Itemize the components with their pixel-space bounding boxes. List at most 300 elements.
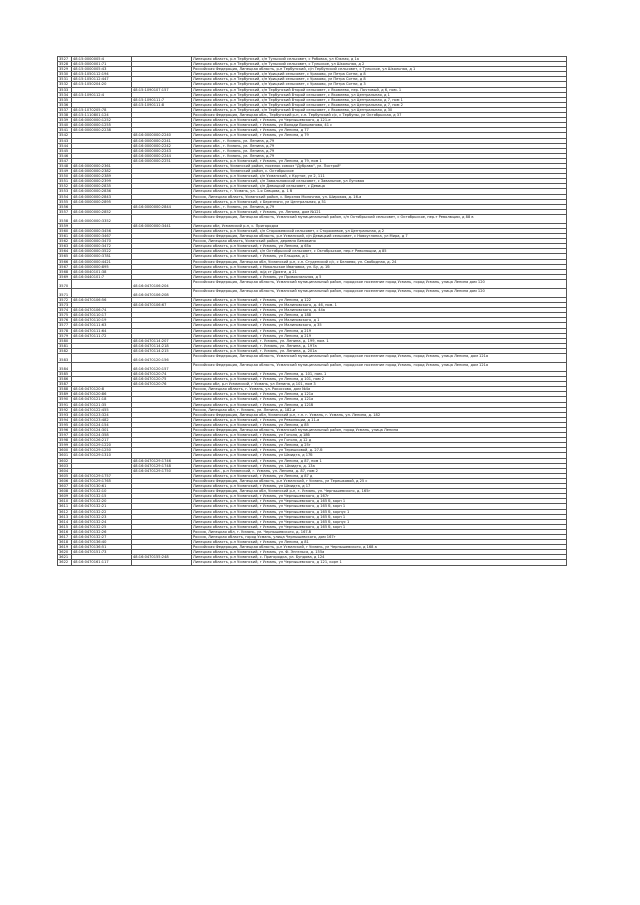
row-number: 3612 [58,509,72,514]
land-cadastral-number: 48:16:0470110:17 [72,313,132,318]
row-number: 3595 [58,422,72,427]
row-number: 3588 [58,387,72,392]
land-cadastral-number [72,288,132,297]
address: Липецкая область, р-н Усманский, г Усмань, ул Ленина, д 101, пом 2 [192,377,567,382]
building-cadastral-number: 48:16:0470120:75 [132,377,192,382]
address: Липецкая область, Усманский район, с. Октябрьское [192,169,567,174]
row-number: 3539 [58,118,72,123]
building-cadastral-number: 48:16:0470120:74 [132,371,192,376]
address: Липецкая область, р-н Усманский, г Усмань, ул Чернышевского, д 165 б, корп 1 [192,514,567,519]
address: Российская Федерация, Липецкая область, р-н Усманский, г Усмань, ул Чернышевского, д 168 а [192,545,567,550]
address: Липецкая область, р-н Тербунский, с/п Тербунский Второй сельсовет, с Яковлево, ул Центральная, д 30 [192,107,567,112]
building-cadastral-number: 48:16:0000000:2242 [132,143,192,148]
row-number: 3574 [58,308,72,313]
land-cadastral-number: 48:16:0000000:1252 [72,118,132,123]
building-cadastral-number: 48:16:0000000:2844 [132,204,192,209]
address: Липецкая область, р-н Усманский, г Усмань, ул Гоголя, д 18б [192,433,567,438]
land-cadastral-number: 48:16:0470120:8 [72,387,132,392]
land-cadastral-number: 48:15:1050204:20 [72,82,132,87]
address: Липецкая обл., р-н Усманский, г. Усмань, ул. Ленина, д. 87, пом 2 [192,468,567,473]
row-number: 3544 [58,143,72,148]
land-cadastral-number: 48:16:0470129:1757 [72,473,132,478]
land-cadastral-number: 48:16:0470132:22 [72,509,132,514]
row-number: 3597 [58,433,72,438]
land-cadastral-number: 48:16:0000000:2843 [72,194,132,199]
row-number: 3610 [58,499,72,504]
land-cadastral-number: 48:16:0470124:358 [72,433,132,438]
row-number: 3566 [58,259,72,264]
row-number: 3573 [58,303,72,308]
land-cadastral-number: 48:16:0000000:3467 [72,234,132,239]
address: Липецкая область, р-н Усманский, г Усмань, ул Ельцова, д 1 [192,254,567,259]
address: Липецкая область, р-н Тербунский, с/п Тербунский Второй сельсовет, с Яковлево, ул Центральная, д 7, пом 2 [192,102,567,107]
land-cadastral-number: 48:16:0470122:455 [72,407,132,412]
address: Липецкая область, р-н Усманский, г Усмань, ул Ленина, д 121а [192,397,567,402]
land-cadastral-number: 48:16:0470126:217 [72,438,132,443]
row-number: 3600 [58,448,72,453]
address: Липецкая область, р-н Усманский, г Усмань, ул Ленина, д 25г [192,443,567,448]
row-number: 3571 [58,288,72,297]
land-cadastral-number: 48:16:0470132:10 [72,489,132,494]
address: Липецкая область, р-н Усманский, г Усмань, ул Гоголя, д 12 д [192,438,567,443]
address: Липецкая обл., г. Усмань, ул. Ленина, д.79 [192,153,567,158]
row-number: 3572 [58,297,72,302]
building-cadastral-number: 48:16:0000000:2243 [132,148,192,153]
address: Липецкая обл, р-н Усманский, г Усмань, ул Ленина, д 101, пом 3 [192,382,567,387]
address: Российская Федерация, Липецкая область, р-н Усманский, г Усмань, ул Терешковой, д 25 с [192,478,567,483]
address: Российская Федерация, Липецкая область, Усманский муниципальный район, городское поселение город Усмань, город Усмань, улица Ленина дом 120 [192,288,567,297]
land-cadastral-number: 48:15:1090112:4 [72,92,132,97]
land-cadastral-number: 48:16:0470161:117 [72,560,132,565]
address: Липецкая область, р-н Усманский, г Усмань, ул Терешковой, д. 27-б [192,448,567,453]
land-cadastral-number: 48:15:0000001:71 [72,62,132,67]
row-number: 3585 [58,371,72,376]
building-cadastral-number: 48:16:0470129:1748 [132,463,192,468]
building-cadastral-number [132,560,192,565]
row-number: 3545 [58,148,72,153]
building-cadastral-number: 48:15:1090107:157 [132,87,192,92]
land-cadastral-number: 48:16:0000000:2238 [72,128,132,133]
row-number: 3621 [58,555,72,560]
land-cadastral-number: 48:16:0470123:482 [72,417,132,422]
address: Липецкая область, р-н Усманский, г Усмань, ул Шмидта, д 17б [192,453,567,458]
address: Липецкая область, р-н Тербунский, с/п Тульский сельсовет, с Рябовка, ул Южная, д 1а [192,57,567,62]
land-cadastral-number: 48:16:0000000:2835 [72,184,132,189]
row-number: 3616 [58,529,72,534]
address: Липецкая область, р-н Усманский, г Усмань, ул Ленина, д 65а [192,244,567,249]
row-number: 3557 [58,209,72,214]
row-number: 3579 [58,333,72,338]
building-cadastral-number: 48:16:0470114:215 [132,348,192,353]
building-cadastral-number: 48:16:0470155:248 [132,555,192,560]
address: Российская Федерация, Липецкая область, р-н Тербунский, с/п Тербунский сельсовет, с Тульское, ул Школьная, д 1 [192,67,567,72]
row-number: 3563 [58,244,72,249]
land-cadastral-number: 48:16:0000000:2399 [72,179,132,184]
land-cadastral-number: 48:16:0470130:61 [72,484,132,489]
address: Липецкая область, р-н Тербунский, с/п Урицкий сельсовет, с Ураково, ул Петра Сотни, д 8 [192,72,567,77]
land-cadastral-number: 48:16:0470132:24 [72,519,132,524]
row-number: 3576 [58,318,72,323]
row-number: 3562 [58,239,72,244]
building-cadastral-number: 48:16:0000000:2240 [132,133,192,138]
address: Липецкая область, р-н Усманский, г Усмань, ул Ленина, д 85 [192,422,567,427]
address: Липецкая область, р-н Усманский, г Усмань, ул Чернышевского, д 165 б, корп 1 [192,499,567,504]
address: Россия, Липецкая область, Усманский район, с. Верхняя Молочная, ул. Широкая, д. 16-а [192,194,567,199]
row-number: 3596 [58,428,72,433]
land-cadastral-number: 48:16:0470151:73 [72,550,132,555]
row-number: 3582 [58,348,72,353]
land-cadastral-number [72,362,132,371]
land-cadastral-number: 48:16:0470132:23 [72,514,132,519]
row-number: 3577 [58,323,72,328]
land-cadastral-number [72,279,132,288]
address: Липецкая область, р-н Усманский, г Усмань, ул Ленина, д 77 [192,128,567,133]
row-number: 3567 [58,264,72,269]
row-number: 3529 [58,67,72,72]
row-number: 3547 [58,158,72,163]
address: Россия, Липецкая область, Усманский район, деревня Бемякино [192,239,567,244]
land-cadastral-number: 48:16:0470110:19 [72,318,132,323]
land-cadastral-number: 48:16:0470129:1765 [72,478,132,483]
row-number: 3589 [58,392,72,397]
row-number: 3534 [58,92,72,97]
address: Липецкая область, г. Усмань, ул. 1-я Севцова, д. 1 б [192,189,567,194]
row-number: 3550 [58,174,72,179]
building-cadastral-number: 48:16:0470120:156 [132,353,192,362]
address: Липецкая область, р-н Усманский, г Усмань, ул Ленина, д 188 [192,313,567,318]
land-cadastral-number: 48:16:0470129:1250 [72,448,132,453]
land-cadastral-number: 48:16:0470132:20 [72,499,132,504]
row-number: 3542 [58,133,72,138]
address: Липецкая область, р-н Усманский, г Усмань, ул Чернышевского, д 121, корп 1 [192,560,567,565]
land-cadastral-number: 48:16:0440101:7 [72,274,132,279]
row-number: 3554 [58,194,72,199]
row-number: 3615 [58,524,72,529]
row-number: 3528 [58,62,72,67]
address: Липецкая область, р-н Усманский, г Усмань, ул Малиновского, д 1 [192,318,567,323]
address: Липецкая область, р-н Усманский, с Усмань, ул Привокзальная, д 5 [192,274,567,279]
address: Липецкая область, р-н Усманский, г Усмань, ул Ленина, д 121б [192,402,567,407]
land-cadastral-number: 48:16:0470123:324 [72,412,132,417]
row-number: 3541 [58,128,72,133]
land-cadastral-number: 48:16:0000000:3522 [72,249,132,254]
building-cadastral-number: 48:16:0470129:1746 [132,458,192,463]
address: Россия, Липецкая обл, г. Усмань, ул. Ленина, д. 182-и [192,407,567,412]
row-number: 3549 [58,169,72,174]
address: Россия, Липецкая область, город Усмань, улица Чернышевского, дом 167г [192,534,567,539]
address: Липецкая область, р-н Усманский, г. Усмань, ул. Ленина, д. 201а [192,348,567,353]
address: Липецкая область, р-н Усманский, г Усмань, ул Малиновского, д. 46, пом. 1 [192,303,567,308]
land-cadastral-number: 48:16:0470124:301 [72,428,132,433]
land-cadastral-number: 48:16:0000000:2382 [72,169,132,174]
row-number: 3599 [58,443,72,448]
row-number: 3531 [58,77,72,82]
address: Липецкая область, р-н Усманский, г Усмань, ул Ленина, д 87, пом 1 [192,458,567,463]
address: Липецкая область, р-н Усманский, г Усмань, ул Чернышевского, д 165 б, корп 1 [192,504,567,509]
address: Липецкая область, р-н Усманский, с Никольское Ивановка, ул. Бу, д. 1б [192,264,567,269]
row-number: 3552 [58,184,72,189]
address: Российская Федерация, Липецкая обл, Усманский р-н, с.п. Студенский с/с, с Беляево, ул. Свободная, д. 24 [192,259,567,264]
building-cadastral-number: 48:16:0000000:2241 [132,138,192,143]
row-number: 3619 [58,545,72,550]
address: Липецкая область, р-н Усманский, г Усмань, ул Ленина, д 219 [192,333,567,338]
land-cadastral-number: 48:16:0000000:895 [72,264,132,269]
building-cadastral-number [132,214,192,223]
address: Россия, Липецкая область, г. Усмань, ул. Рокоссова, дом №4а [192,387,567,392]
land-cadastral-number: 48:15:0000005:43 [72,67,132,72]
land-cadastral-number: 48:15:1050112:194 [72,72,132,77]
row-number: 3553 [58,189,72,194]
row-number: 3586 [58,377,72,382]
row-number: 3536 [58,102,72,107]
row-number: 3540 [58,123,72,128]
address: Липецкая обл, Усманский р-н, с. Пригородка [192,223,567,228]
address: Липецкая область, р-н Усманский, г Усмань, ул Ленина, д 122 [192,297,567,302]
row-number: 3614 [58,519,72,524]
row-number: 3606 [58,478,72,483]
row-number: 3558 [58,214,72,223]
row-number: 3618 [58,540,72,545]
land-cadastral-number: 48:16:0470121:35 [72,402,132,407]
address: Липецкая область, р-н Усманский, г Усмань, ул Ленина, д 87 д [192,473,567,478]
row-number: 3605 [58,473,72,478]
land-cadastral-number: 48:16:0470111:63 [72,323,132,328]
row-number: 3591 [58,402,72,407]
row-number: 3603 [58,463,72,468]
row-number: 3559 [58,223,72,228]
row-number: 3593 [58,412,72,417]
address: Российская Федерация, Липецкая область, Усманский муниципальный район, с/п Октябрьский сельсовет, с Октябрьское, пер-т Революции, д 88 в [192,214,567,223]
row-number: 3602 [58,458,72,463]
building-cadastral-number: 48:16:0470106:208 [132,288,192,297]
land-cadastral-number: 48:16:0470129:1310 [72,453,132,458]
address: Российская Федерация, Липецкая обл, Усманский р-н, г. Усмань, ул. Чернышевского, д. 165г [192,489,567,494]
address: Липецкая область, р-н Тербунский, с/п Тербунский Второй сельсовет, с Яковлево, ул Центральная, д 7, пом 1 [192,97,567,102]
building-cadastral-number: 48:15:1090111:8 [132,102,192,107]
address: Российская Федерация, Липецкая область, Усманский муниципальный район, город Усмань, улица Ленина [192,428,567,433]
address: Липецкая область, р-н Усманский, с/п Октябрьский сельсовет, с Октябрьское, пер-т Революции, д 85 [192,249,567,254]
row-number: 3611 [58,504,72,509]
land-cadastral-number: 48:16:0470132:25 [72,524,132,529]
registry-rows [58,57,567,566]
address: Липецкая область, р-н Усманский, г Усмань, ул. Ленина, дом №121 [192,209,567,214]
row-number: 3587 [58,382,72,387]
row-number: 3569 [58,274,72,279]
row-number: 3608 [58,489,72,494]
address: Липецкая область, р-н Усманский, г Усмань, ул Володи Вольманова, 41 с [192,123,567,128]
row-number: 3598 [58,438,72,443]
land-cadastral-number: 48:16:0040101:38 [72,269,132,274]
row-number: 3594 [58,417,72,422]
land-cadastral-number: 48:16:0470136:40 [72,540,132,545]
row-number: 3532 [58,82,72,87]
address: Липецкая область, р-н Усманский, г Усмань, ул Чернышевского, д 165 б, корп 1 [192,524,567,529]
address: Российская Федерация, Липецкая область, Усманский муниципальный район, городское поселение город Усмань, город Усмань, улица Ленина дом 120 [192,279,567,288]
land-cadastral-number: 48:16:0470121:18 [72,397,132,402]
address: Липецкая область, р-н Усманский, с Березняги, ул Центральная, д 51 [192,199,567,204]
address: Липецкая обл., г. Усмань, ул. Ленина, д.79 [192,143,567,148]
land-cadastral-number: 48:16:0000000:3456 [72,229,132,234]
address: Липецкая область, р-н Тербунский, с/п Урицкий сельсовет, с Ураково, ул Петра Сотни, д 8 [192,77,567,82]
land-cadastral-number: 48:15:1070205:78 [72,107,132,112]
row-number: 3584 [58,362,72,371]
row-number: 3565 [58,254,72,259]
row-number: 3535 [58,97,72,102]
land-cadastral-number: 48:16:0000000:4421 [72,259,132,264]
land-cadastral-number: 48:15:1110801:124 [72,113,132,118]
registry-table [57,56,567,566]
land-cadastral-number: 48:16:0000000:2895 [72,199,132,204]
address: Липецкая область, р-н Тербунский, с/п Тербунский Второй сельсовет, с Яковлево, пер. Почтовый, д 6, пом. 1 [192,87,567,92]
row-number: 3555 [58,199,72,204]
row-number: 3538 [58,113,72,118]
row-number: 3609 [58,494,72,499]
land-cadastral-number: 48:16:0470124:154 [72,422,132,427]
row-number: 3601 [58,453,72,458]
row-number: 3607 [58,484,72,489]
row-number: 3583 [58,353,72,362]
address: Липецкая область, р-н Усманский, г Усмань, ул Ленина, д 219 [192,328,567,333]
building-cadastral-number: 48:16:0000000:2244 [132,153,192,158]
land-cadastral-number: 48:16:0000000:2361 [72,163,132,168]
address: Липецкая область, р-н Усманский, г Усмань, ул Малиновского, д 35 [192,323,567,328]
address: Липецкая область, р-н Усманский, г Усмань, ул Чернышевского, д 121-е [192,118,567,123]
row-number: 3556 [58,204,72,209]
land-cadastral-number: 48:16:0470132:27 [72,534,132,539]
address: Российская Федерация, Липецкая область, Усманский муниципальный район, городское поселение город Усмань, город Усмань, улица Ленина, дом 121а [192,353,567,362]
row-number: 3575 [58,313,72,318]
address: Российская Федерация, Липецкая обл, Усманский р-н, г.п. г. Усмань, г. Усмань, ул. Ленина, д. 182 [192,412,567,417]
building-cadastral-number: 48:16:0470114:207 [132,338,192,343]
row-number: 3590 [58,397,72,402]
row-number: 3537 [58,107,72,112]
address: Липецкая область, р-н Усманский, г Усмань, ул Ленина, д. 101, пом. 1 [192,371,567,376]
address: Липецкая область, р-н Усманский, ж/д ст Дрязги, д 21 [192,269,567,274]
table-row [58,214,567,223]
address: Липецкая область, р-н Усманский, г Усмань, ул Ленина, д 79 [192,133,567,138]
row-number: 3551 [58,179,72,184]
land-cadastral-number: 48:16:0000000:3470 [72,239,132,244]
land-cadastral-number: 48:16:0470129:1220 [72,443,132,448]
land-cadastral-number: 48:16:0000000:1255 [72,123,132,128]
row-number: 3561 [58,234,72,239]
address: Липецкая область, Усманский район, поселок совхоз "Дубрава", ул. Построй" [192,163,567,168]
row-number: 3527 [58,57,72,62]
row-number: 3578 [58,328,72,333]
building-cadastral-number: 48:16:0470120:157 [132,362,192,371]
row-number: 3568 [58,269,72,274]
land-cadastral-number: 48:16:0470132:26 [72,529,132,534]
address: Липецкая обл., г. Усмань, ул. Ленина, д.79 [192,204,567,209]
building-cadastral-number: 48:16:0470106:204 [132,279,192,288]
land-cadastral-number: 48:16:0470106:56 [72,297,132,302]
building-cadastral-number: 48:16:0470129:1750 [132,468,192,473]
building-cadastral-number: 48:16:0000000:2251 [132,158,192,163]
row-number: 3546 [58,153,72,158]
address: Липецкая область, р-н Тербунский, с/п Тербунский Второй сельсовет, с Яковлево, ул Центральная, д 1 [192,92,567,97]
address: Липецкая область, р-н Усманский, г Усмань, ул Малиновского, д. 44а [192,308,567,313]
address: Липецкая область, р-н Усманский, с/п Девицкий сельсовет, с Девица [192,184,567,189]
address: Российская Федерация, Липецкая обл., Тербунский р-н, с.п. Тербунский с/с, с Тербуны, ул Октябрьская, д 37 [192,113,567,118]
table-row [58,279,567,288]
table-row [58,288,567,297]
table-row [58,560,567,565]
row-number: 3570 [58,279,72,288]
table-row [58,362,567,371]
land-cadastral-number: 48:15:1050112:447 [72,77,132,82]
row-number: 3533 [58,87,72,92]
table-row [58,353,567,362]
row-number: 3560 [58,229,72,234]
address: Липецкая область, р-н Усманский, г Усмань, ул Ленина, д 79, пом 1 [192,158,567,163]
address: Липецкая область, р-н Усманский, г Усмань, ул. Ф. Энгельса, д. 155а [192,550,567,555]
address: Липецкая область, р-н Усманский, с/п Усманский, с Крутое, ул 2, 111 [192,174,567,179]
land-cadastral-number: 48:16:0000000:3781 [72,254,132,259]
address: Россия, Липецкая обл, г. Усмань, ул. Чернышевского, д. 167-б [192,529,567,534]
land-cadastral-number: 48:15:0000005:4 [72,57,132,62]
row-number: 3622 [58,560,72,565]
land-cadastral-number: 48:16:0000000:3352 [72,214,132,223]
land-cadastral-number: 48:16:0470120:86 [72,392,132,397]
row-number: 3548 [58,163,72,168]
row-number: 3543 [58,138,72,143]
address: Липецкая область, р-н Усманский, с/п Завальновский сельсовет, с Завальное, ул Луговая [192,179,567,184]
building-cadastral-number: 48:16:0470114:218 [132,343,192,348]
land-cadastral-number: 48:16:0000000:2836 [72,189,132,194]
address: Липецкая область, р-н Усманский, г Усмань, ул. Шмидта, д. 13а [192,463,567,468]
address: Липецкая обл., г. Усмань, ул. Ленина, д.79 [192,138,567,143]
building-cadastral-number: 48:16:0000000:3441 [132,223,192,228]
land-cadastral-number: 48:16:0470132:15 [72,494,132,499]
address: Липецкая область, р-н Усманский, г. Усмань, ул. Ленина, д. 197а [192,343,567,348]
land-cadastral-number: 48:16:0470136:51 [72,545,132,550]
land-cadastral-number: 48:16:0470132:21 [72,504,132,509]
row-number: 3604 [58,468,72,473]
address: Липецкая область, р-н Тербунский, с/п Урицкий сельсовет, с Ураково, ул Петра Сотни, д 3 [192,82,567,87]
address: Липецкая область, р-н Усманский, с. Пригородка, ул. Бундова, д 124 [192,555,567,560]
address: Липецкая область, р-н Усманский, г Усмань, ул Ленина, д 81 [192,540,567,545]
address: Российская Федерация, Липецкая область, р-н Усманский, с/п Девицкий сельсовет, с Новоуглянка, ул Мира, д 7 [192,234,567,239]
address: Липецкая область, р-н Тербунский, с/п Тульский сельсовет, с Тульское, ул Школьная, д 2 [192,62,567,67]
row-number: 3564 [58,249,72,254]
address: Липецкая область, р-н Усманский, г Усмань, ул Чернышевского, д 165 б, корпус 1 [192,509,567,514]
land-cadastral-number: 48:16:0000000:3472 [72,244,132,249]
row-number: 3530 [58,72,72,77]
land-cadastral-number: 48:16:0470111:72 [72,333,132,338]
land-cadastral-number: 48:16:0470111:64 [72,328,132,333]
row-number: 3581 [58,343,72,348]
address: Липецкая область, р-н Усманский, г Усмань, ул Революции, д 11-а [192,417,567,422]
land-cadastral-number [72,353,132,362]
building-cadastral-number: 48:16:0470120:76 [132,382,192,387]
address: Липецкая область, р-н Усманский, г Усмань, ул Чернышевского, д 167г [192,494,567,499]
row-number: 3592 [58,407,72,412]
address: Липецкая область, р-н Усманский, с/п Сторожевской сельсовет, с Сторожевое, ул Центральная, д 2 [192,229,567,234]
building-cadastral-number: 48:16:0470106:67 [132,303,192,308]
row-number: 3617 [58,534,72,539]
address: Липецкая область, р-н Усманский, г Усмань, ул Шмидта, д 17 [192,484,567,489]
land-cadastral-number: 48:16:0470106:74 [72,308,132,313]
address: Липецкая область, р-н Усманский, г. Усмань, ул. Ленина, д. 199, пом. 1 [192,338,567,343]
land-cadastral-number: 48:16:0000000:2852 [72,209,132,214]
address: Российская Федерация, Липецкая область, Усманский муниципальный район, городское поселение город Усмань, город Усмань, улица Ленина, дом 121а [192,362,567,371]
address: Липецкая область, р-н Усманский, г Усмань, ул Ленина, д 121а [192,392,567,397]
address: Липецкая обл., г. Усмань, ул. Ленина, д.79 [192,148,567,153]
address: Липецкая область, р-н Усманский, г Усмань, ул Чернышевского, д 165 б, корпус 1 [192,519,567,524]
row-number: 3620 [58,550,72,555]
land-cadastral-number: 48:16:0000000:2389 [72,174,132,179]
row-number: 3613 [58,514,72,519]
